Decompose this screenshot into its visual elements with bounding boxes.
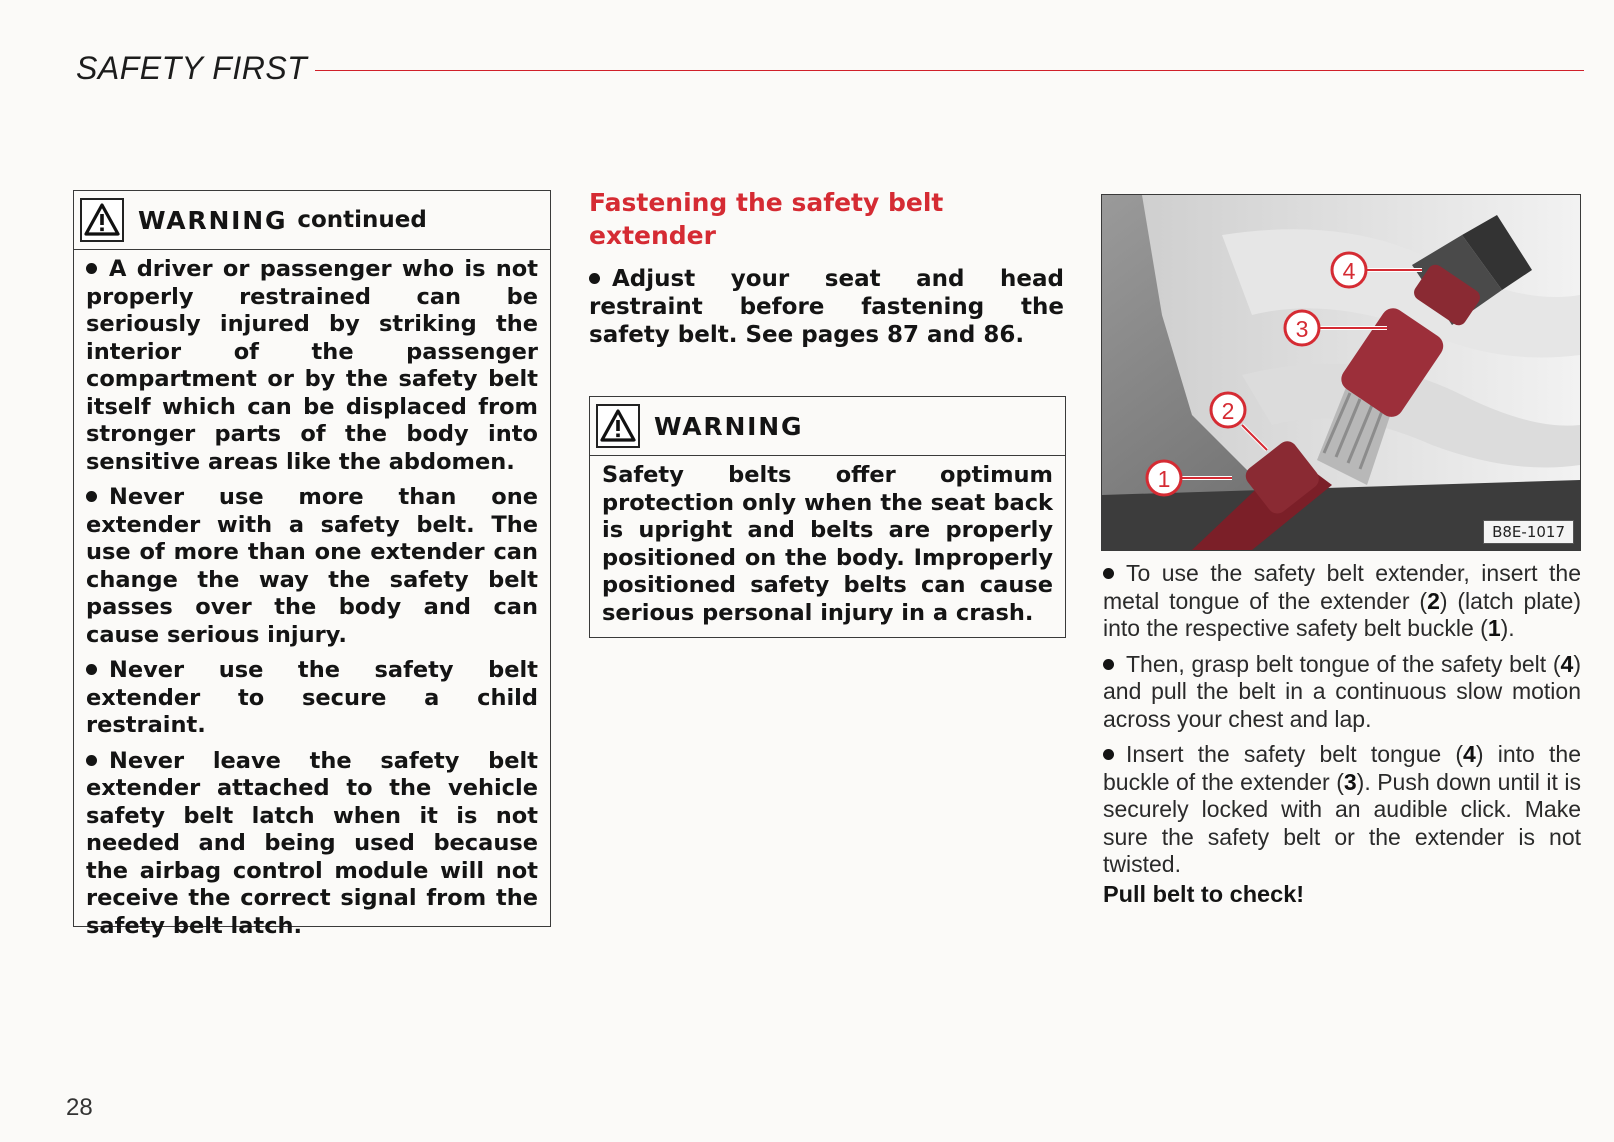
bullet-dot — [1103, 749, 1114, 760]
warning-continued-header — [74, 191, 550, 250]
pull-belt-check: Pull belt to check! — [1103, 880, 1305, 907]
bullet-dot — [1103, 659, 1114, 670]
instructions — [1103, 560, 1581, 916]
warning-body — [590, 456, 1065, 635]
callout-3 — [1285, 311, 1319, 345]
svg-text:1: 1 — [1157, 466, 1171, 492]
belt-extender-illustration — [1102, 195, 1580, 550]
bullet-dot — [86, 491, 97, 502]
page-header — [76, 48, 1584, 88]
warning-label: WARNING — [138, 205, 288, 235]
bullet-dot — [86, 755, 97, 766]
belt-extender-figure — [1101, 194, 1581, 551]
warning-label: WARNING — [654, 411, 804, 441]
warning-header — [590, 397, 1065, 456]
callout-2 — [1211, 393, 1245, 427]
warning-box — [589, 396, 1066, 638]
callout-4 — [1332, 253, 1366, 287]
page-number: 28 — [66, 1094, 93, 1121]
warning-text: Safety belts offer optimum protection only when the seat back is upright and belts are properly positioned on the body. Improperly positioned safety belts can cause serious personal injury in a crash. — [602, 462, 1053, 626]
warning-bullet: Never leave the safety belt extender attached to the vehicle safety belt latch when it is not needed and being used because the airbag control module will not receive the correct signal from the safety belt latch. — [86, 747, 538, 939]
header-rule — [315, 70, 1584, 71]
instruction-step-3: Insert the safety belt tongue (4) into the buckle of the extender (3). Push down until it is securely locked with an audible click. Make sure the safety belt or the extender is not twisted. — [1103, 741, 1581, 877]
warning-bullet: Never use more than one extender with a safety belt. The use of more than one extender can change the way the safety belt passes over the body and can cause serious injury. — [86, 484, 538, 648]
warning-continued-box — [73, 190, 551, 939]
warning-bullet: Never use the safety belt extender to secure a child restraint. — [86, 657, 538, 738]
warning-bullet: A driver or passenger who is not properly restrained can be seriously injured by striking the interior of the passenger compartment or by the safety belt itself which can be displaced from stronger parts of the body into sensitive areas like the abdomen. — [86, 256, 538, 475]
callout-1 — [1147, 461, 1181, 495]
header-title: SAFETY FIRST — [76, 49, 308, 86]
bullet-dot — [1103, 568, 1114, 579]
svg-text:2: 2 — [1221, 398, 1235, 424]
svg-text:4: 4 — [1342, 258, 1356, 284]
section-title: Fastening the safety belt extender — [589, 188, 944, 250]
figure-code: B8E-1017 — [1483, 520, 1574, 544]
instruction-step-1: To use the safety belt extender, insert the metal tongue of the extender (2) (latch plate) into the respective safety belt buckle (1). — [1103, 560, 1581, 641]
warning-triangle-icon — [80, 198, 124, 242]
bullet-dot — [86, 664, 97, 675]
bullet-dot — [86, 263, 97, 274]
svg-text:3: 3 — [1295, 316, 1309, 342]
instruction-step-2: Then, grasp belt tongue of the safety belt (4) and pull the belt in a continuous slow motion across your chest and lap. — [1103, 650, 1581, 732]
warning-sublabel: continued — [297, 207, 427, 233]
warning-triangle-icon — [596, 404, 640, 448]
bullet-dot — [589, 273, 600, 284]
warning-continued-body — [74, 250, 550, 956]
section-intro: Adjust your seat and head restraint before fastening the safety belt. See pages 87 and 86. — [589, 266, 1064, 348]
